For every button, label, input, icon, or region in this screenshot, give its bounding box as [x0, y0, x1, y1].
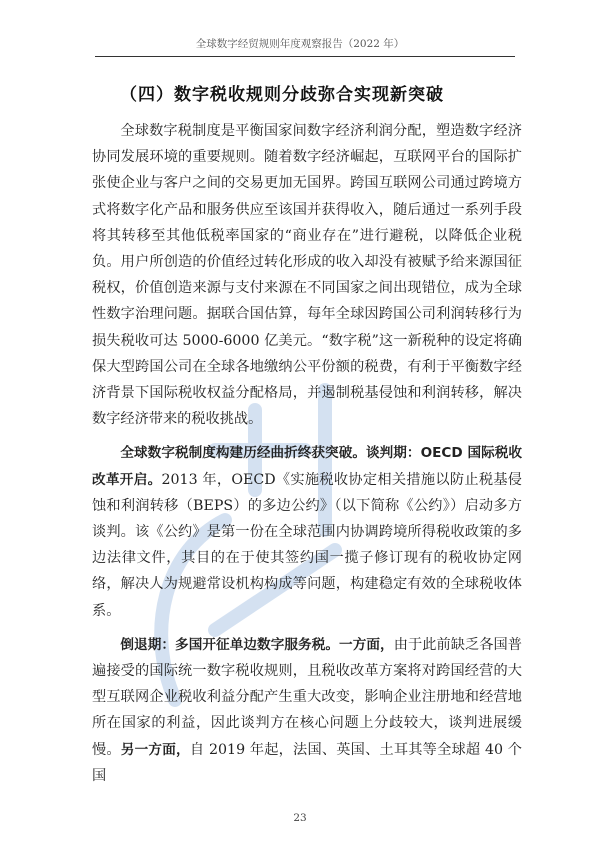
header-divider [95, 56, 515, 57]
paragraph-3 [92, 632, 522, 789]
paragraph-3-body-2: 自 2019 年起，法国、英国、土耳其等全球超 40 个国 [92, 741, 522, 784]
paragraph-3-lead: 倒退期：多国开征单边数字服务税。一方面， [120, 636, 394, 653]
page-number: 23 [293, 812, 307, 824]
paragraph-2-lead: 全球数字税制度构建历经曲折终获突破。谈判期：OECD 国际税收改革开启。 [92, 445, 522, 488]
paragraph-3-lead-2: 另一方面， [120, 741, 190, 758]
running-header: 全球数字经贸规则年度观察报告（2022 年） [195, 38, 405, 50]
paragraph-1: 全球数字税制度是平衡国家间数字经济利润分配，塑造数字经济协同发展环境的重要规则。随着数字经济崛起，互联网平台的国际扩张使企业与客户之间的交易更加无国界。跨国互联网公司通过跨境方式将数字化产品和服务供应至该国并获得收入，随后通过一系列手段将其转移至其他低税率国家的“商业存在”进行避税，以降低企业税负。用户所创造的价值经过转化形成的收入却没有被赋予给来源国征税权，价值创造来源与支付来源在不同国家之间出现错位，成为全球性数字治理问题。据联合国估算，每年全球因跨国公司利润转移行为损失税收可达 5000-6000 亿美元。“数字税”这一新税种的设定将确保大型跨国公司在全球各地缴纳公平份额的税费，有利于平衡数字经济背景下国际税收权益分配格局，并遏制税基侵蚀和利润转移，解决数字经济带来的税收挑战。 [92, 123, 522, 428]
paragraph-3-body-1: 由于此前缺乏各国普遍接受的国际统一数字税收规则，且税收改革方案将对跨国经营的大型互联网企业税收利益分配产生重大改变，影响企业注册地和经营地所在国家的利益，因此谈判方在核心问题上分歧较大，谈判进展缓慢。 [92, 636, 522, 758]
paragraph-2-body: 2013 年，OECD《实施税收协定相关措施以防止税基侵蚀和利润转移（BEPS）的多边公约》（以下简称《公约》）启动多方谈判。该《公约》是第一份在全球范围内协调跨境所得税收政策的多边法律文件，其目的在于使其签约国一揽子修订现有的税收协定网络，解决人为规避常设机构构成等问题，构建稳定有效的全球税收体系。 [92, 471, 522, 619]
section-title: （四）数字税收规则分歧弥合实现新突破 [120, 85, 444, 105]
body-text [92, 118, 522, 797]
paragraph-2 [92, 440, 522, 623]
